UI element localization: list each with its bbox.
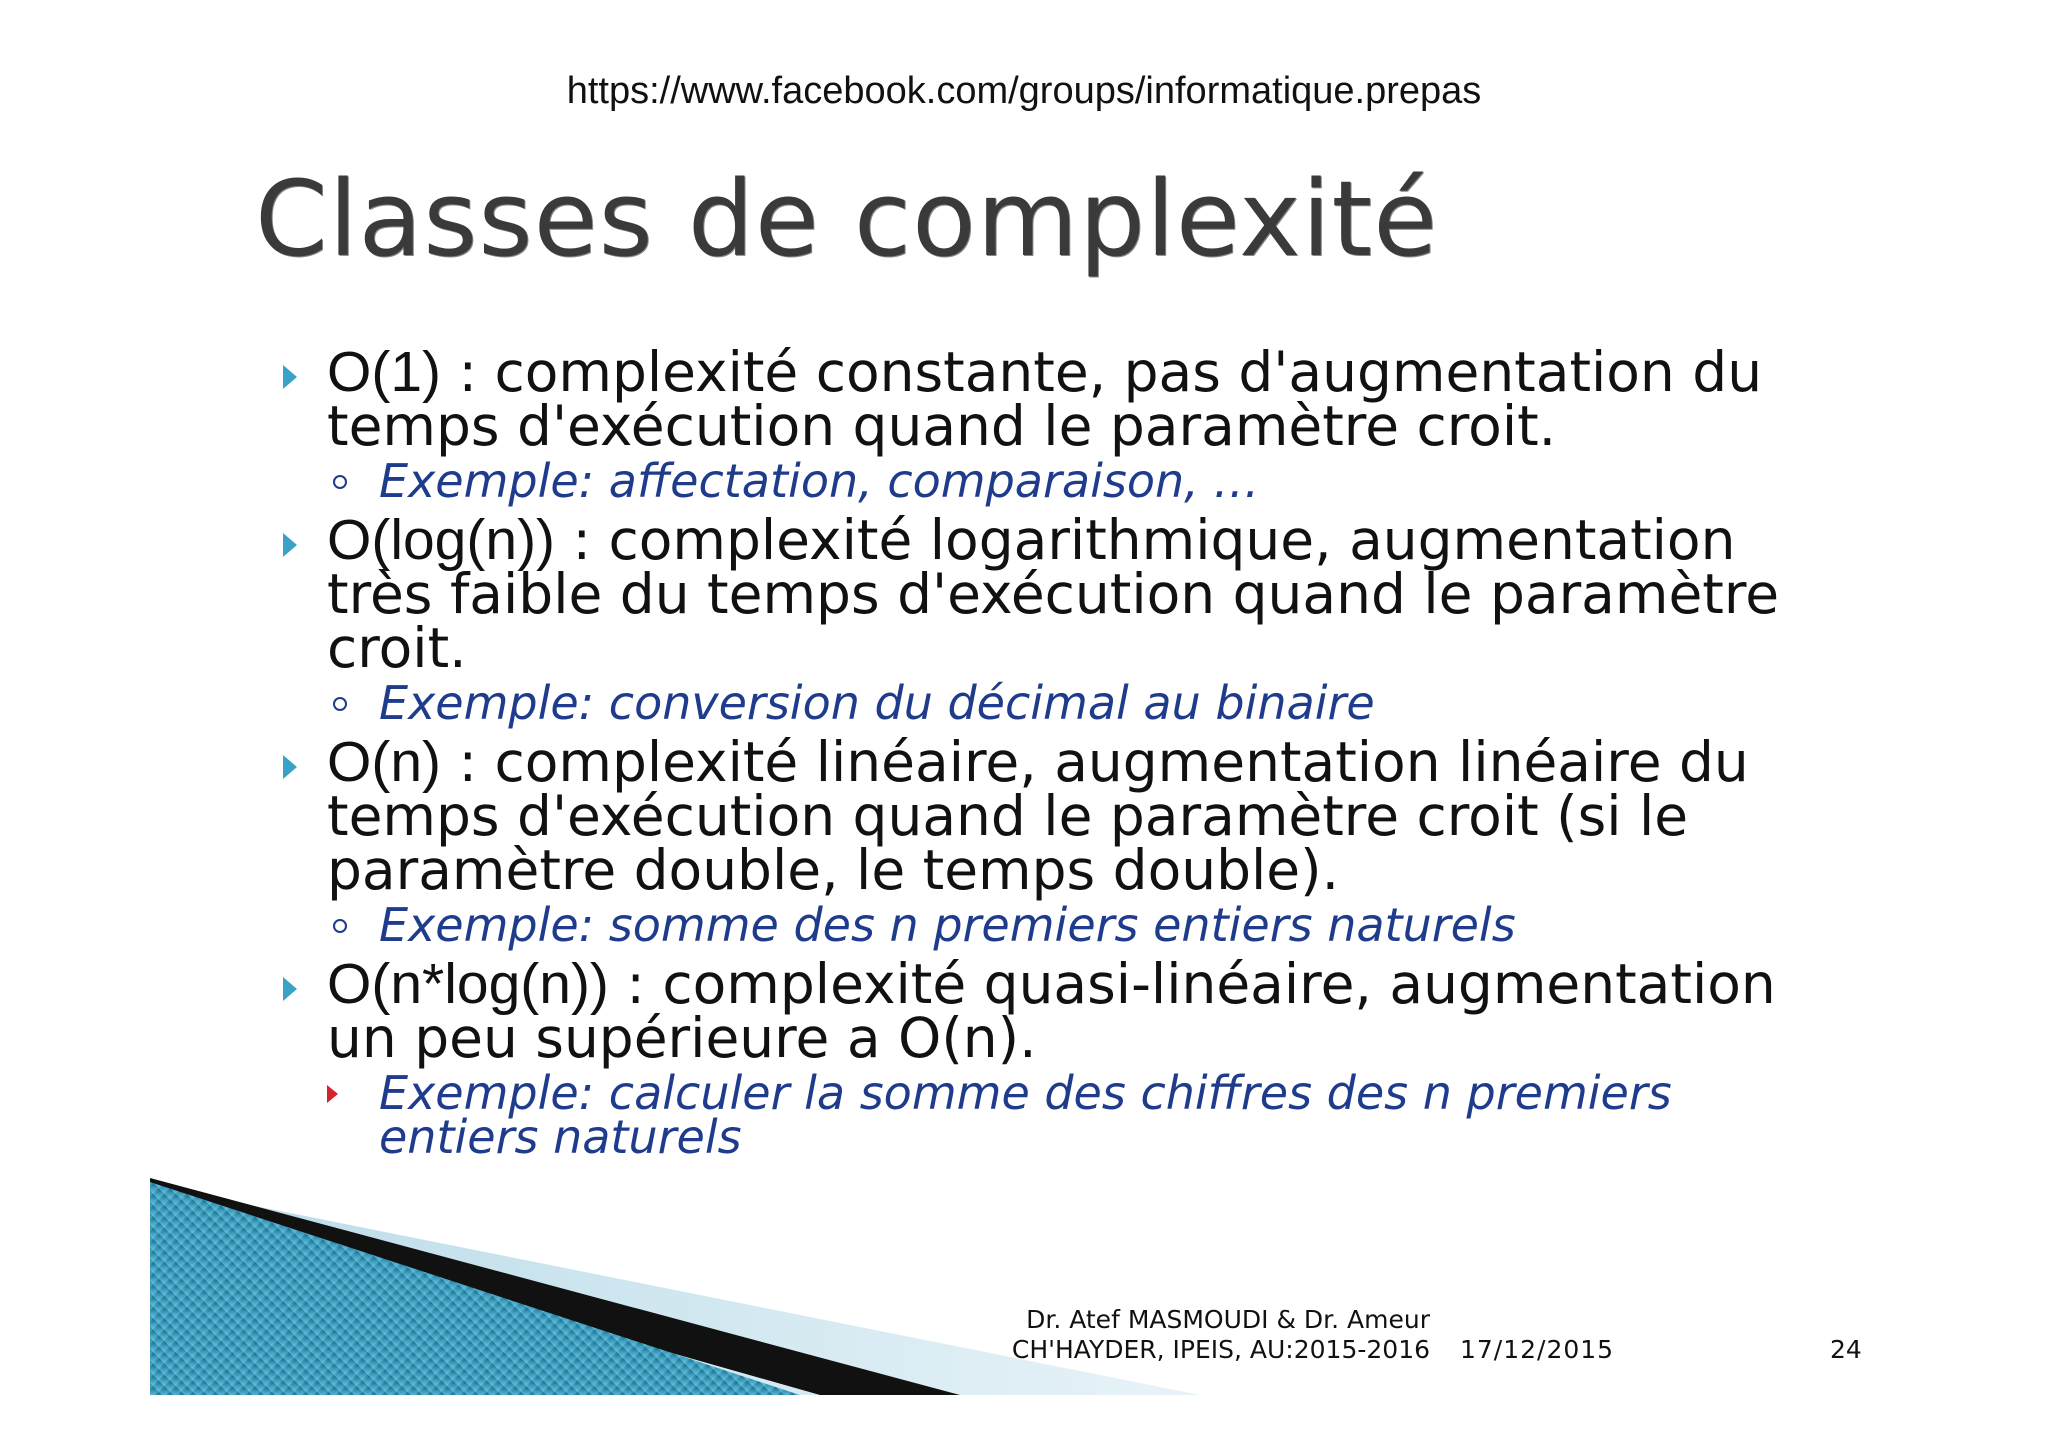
complexity-description: : complexité linéaire, augmentation linéaire du temps d'exécution quand le paramètre croit (si le paramètre double, le temps double). — [327, 730, 1749, 902]
complexity-description: : complexité constante, pas d'augmentation du temps d'exécution quand le paramètre croit. — [327, 340, 1763, 458]
complexity-description: : complexité quasi-linéaire, augmentation un peu supérieure a O(n). — [327, 952, 1776, 1070]
author-line-1: Dr. Atef MASMOUDI & Dr. Ameur — [1026, 1305, 1430, 1334]
author-line-2: CH'HAYDER, IPEIS, AU:2015-2016 — [1011, 1335, 1430, 1364]
page-number: 24 — [1830, 1335, 1862, 1364]
complexity-description: : complexité logarithmique, augmentation très faible du temps d'exécution quand le paramètre croit. — [327, 508, 1780, 680]
slide-title: Classes de complexité — [255, 158, 1439, 280]
complexity-term: O(1) — [327, 340, 441, 404]
example-text: Exemple: affectation, comparaison, … — [379, 454, 1260, 508]
example-text: Exemple: conversion du décimal au binaire — [379, 676, 1375, 730]
example-text: Exemple: calculer la somme des chiffres des n premiers entiers naturels — [379, 1066, 1672, 1164]
complexity-term: O(n*log(n)) — [327, 952, 609, 1016]
example-text: Exemple: somme des n premiers entiers naturels — [379, 898, 1516, 952]
footer-date: 17/12/2015 — [1460, 1335, 1615, 1364]
complexity-term: O(log(n)) — [327, 508, 556, 572]
complexity-term: O(n) — [327, 730, 441, 794]
footer-author — [1010, 1305, 1430, 1365]
source-url: https://www.facebook.com/groups/informatique.prepas — [566, 70, 1482, 112]
